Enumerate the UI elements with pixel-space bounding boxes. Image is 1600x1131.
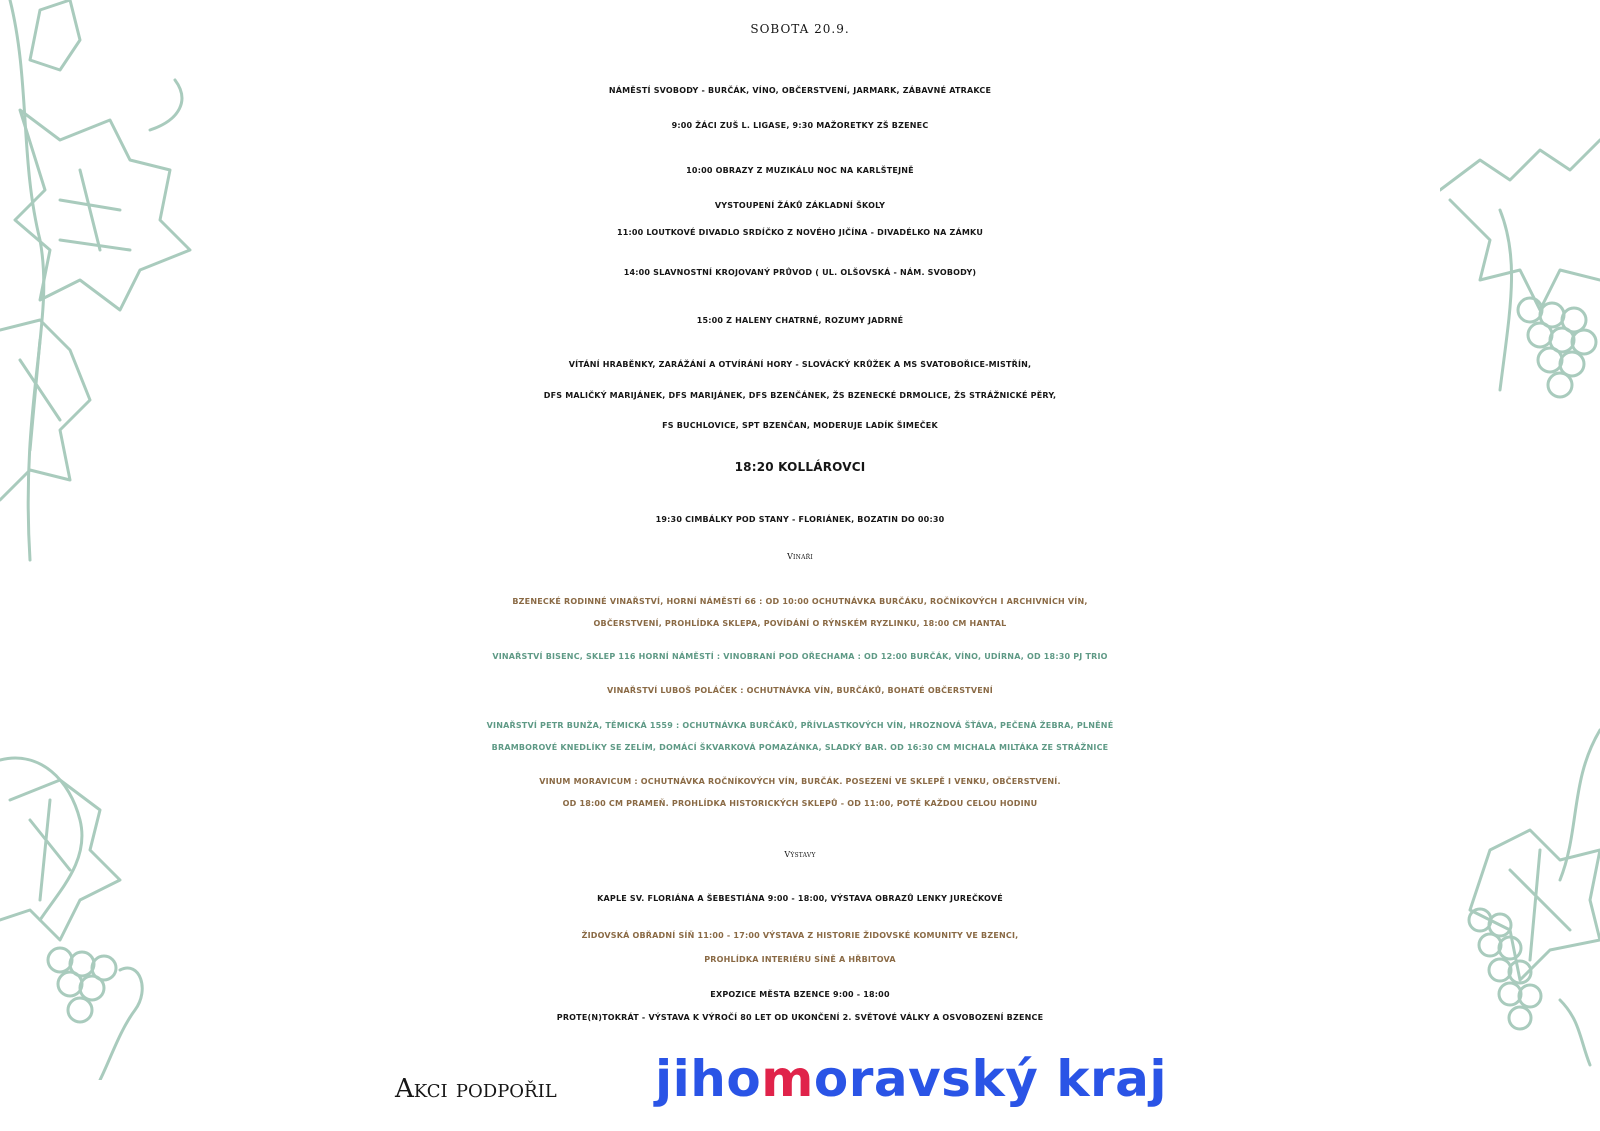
puppet-theatre: 11:00 LOUTKOVÉ DIVADLO SRDÍČKO Z NOVÉHO JIČÍNA - DIVADÉLKO NA ZÁMKU [616, 228, 984, 237]
winery-item: BZENECKÉ RODINNÉ VINAŘSTVÍ, HORNÍ NÁMĚSTÍ 66 : OD 10:00 OCHUTNÁVKA BURČÁKU, ROČNÍKOVÝCH I ARCHIVNÍCH VÍN, [512, 597, 1088, 606]
show-performers-line2: DFS MALIČKÝ MARIJÁNEK, DFS MARIJÁNEK, DFS BZENČÁNEK, ŽS BZENECKÉ DRMOLICE, ŽS STRÁŽNICKÉ PĚRY, [543, 391, 1057, 400]
parade-heading: 14:00 SLAVNOSTNÍ KROJOVANÝ PRŮVOD ( UL. OLŠOVSKÁ - NÁM. SVOBODY) [623, 268, 977, 277]
town-exhibition-line2: PROTE(N)TOKRÁT - VÝSTAVA K VÝROČÍ 80 LET OD UKONČENÍ 2. SVĚTOVÉ VÁLKY A OSVOBOZENÍ BZENCE [556, 1013, 1044, 1022]
synagogue-exhibition-line1: ŽIDOVSKÁ OBŘADNÍ SÍŇ 11:00 - 17:00 VÝSTAVA Z HISTORIE ŽIDOVSKÉ KOMUNITY VE BZENCI, [581, 931, 1019, 940]
sponsor-logo-part3: oravský kraj [813, 1050, 1167, 1108]
show-performers-line1: VÍTÁNÍ HRABĚNKY, ZARÁŽÁNÍ A OTVÍRÁNÍ HORY - SLOVÁCKÝ KRŮŽEK A MS SVATOBOŘICE-MISTŘÍN, [568, 360, 1032, 369]
musical-heading: 10:00 OBRAZY Z MUZIKÁLU NOC NA KARLŠTEJNĚ [686, 166, 914, 175]
evening-program: 19:30 CIMBÁLKY POD STANY - FLORIÁNEK, BOZATIN DO 00:30 [655, 515, 945, 524]
winery-item: VINAŘSTVÍ BISENC, SKLEP 116 HORNÍ NÁMĚSTÍ : VINOBRANÍ POD OŘECHAMA : OD 12:00 BURČÁK, VÍNO, UDÍRNA, OD 18:30 PJ TRIO [492, 652, 1108, 661]
winery-item: OD 18:00 CM PRAMEŇ. PROHLÍDKA HISTORICKÝCH SKLEPŮ - OD 11:00, POTÉ KAŽDOU CELOU HODINU [562, 799, 1038, 808]
synagogue-exhibition-line2: PROHLÍDKA INTERIÉRU SÍNĚ A HŘBITOVA [704, 955, 896, 964]
winemakers-heading: Vinaři [787, 552, 813, 561]
show-performers-line3: FS BUCHLOVICE, SPT BZENČAN, MODERUJE LADÍK ŠIMEČEK [662, 421, 938, 430]
exhibitions-heading: Výstavy [784, 850, 816, 859]
page-title: SOBOTA 20.9. [750, 22, 850, 36]
sponsor-logo [655, 1050, 1167, 1108]
square-program: NÁMĚSTÍ SVOBODY - BURČÁK, VÍNO, OBČERSTVENÍ, JARMARK, ZÁBAVNÉ ATRAKCE [608, 86, 992, 95]
winery-item: VINAŘSTVÍ PETR BUNŽA, TĚMICKÁ 1559 : OCHUTNÁVKA BURČÁKŮ, PŘÍVLASTKOVÝCH VÍN, HROZNOVÁ ŠŤÁVA, PEČENÁ ŽEBRA, PLNĚNÉ [486, 721, 1114, 730]
sponsor-label: Akci podpořil [395, 1074, 557, 1104]
town-exhibition-line1: EXPOZICE MĚSTA BZENCE 9:00 - 18:00 [710, 990, 890, 999]
sponsor-logo-part1: jiho [655, 1050, 762, 1108]
winery-item: BRAMBOROVÉ KNEDLÍKY SE ZELÍM, DOMÁCÍ ŠKVARKOVÁ POMAZÁNKA, SLADKÝ BAR. OD 16:30 CM MICHALA MILTÁKA ZE STRÁŽNICE [491, 743, 1109, 752]
chapel-exhibition: KAPLE SV. FLORIÁNA A ŠEBESTIÁNA 9:00 - 18:00, VÝSTAVA OBRAZŮ LENKY JUREČKOVÉ [597, 894, 1003, 903]
morning-program: 9:00 ŽÁCI ZUŠ L. LIGASE, 9:30 MAŽORETKY ZŠ BZENEC [671, 121, 929, 130]
winery-item: VINUM MORAVICUM : OCHUTNÁVKA ROČNÍKOVÝCH VÍN, BURČÁK. POSEZENÍ VE SKLEPĚ I VENKU, OBČERSTVENÍ. [539, 777, 1061, 786]
show-heading: 15:00 Z HALENY CHATRNÉ, ROZUMY JADRNÉ [696, 316, 904, 325]
winery-item: VINAŘSTVÍ LUBOŠ POLÁČEK : OCHUTNÁVKA VÍN, BURČÁKŮ, BOHATÉ OBČERSTVENÍ [607, 686, 993, 695]
sponsor-logo-accent: m [761, 1050, 814, 1108]
concert-heading: 18:20 KOLLÁROVCI [734, 460, 866, 474]
musical-subtitle: VYSTOUPENÍ ŽÁKŮ ZÁKLADNÍ ŠKOLY [714, 201, 886, 210]
winery-item: OBČERSTVENÍ, PROHLÍDKA SKLEPA, POVÍDÁNÍ O RÝNSKÉM RYZLINKU, 18:00 CM HANTAL [593, 619, 1007, 628]
